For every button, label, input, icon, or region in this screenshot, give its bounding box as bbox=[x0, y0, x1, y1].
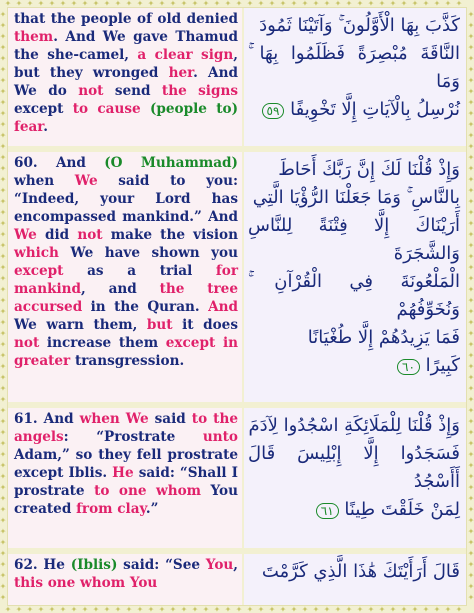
text: He bbox=[112, 465, 134, 481]
border-star-icon: ✦ bbox=[467, 263, 474, 272]
border-star-icon: ✦ bbox=[0, 417, 7, 426]
border-star-icon: ✦ bbox=[467, 175, 474, 184]
border-star-icon: ✦ bbox=[467, 571, 474, 580]
arabic-text: لِمَنْ خَلَقْتَ طِينًا bbox=[344, 499, 460, 520]
border-star-icon: ✦ bbox=[0, 384, 7, 393]
border-star-icon: ✦ bbox=[169, 0, 177, 8]
text: transgression. bbox=[70, 353, 185, 369]
border-star-icon: ✦ bbox=[26, 605, 34, 613]
border-star-icon: ✦ bbox=[467, 340, 474, 349]
border-star-icon: ✦ bbox=[467, 538, 474, 547]
border-star-icon: ✦ bbox=[455, 0, 463, 8]
text: it does bbox=[172, 317, 238, 333]
border-star-icon: ✦ bbox=[467, 32, 474, 41]
border-star-icon: ✦ bbox=[467, 230, 474, 239]
border-star-icon: ✦ bbox=[467, 219, 474, 228]
border-star-icon: ✦ bbox=[169, 605, 177, 613]
text: them bbox=[14, 29, 54, 45]
border-star-icon: ✦ bbox=[0, 10, 7, 19]
text: from clay bbox=[76, 501, 146, 517]
border-star-icon: ✦ bbox=[0, 505, 7, 514]
text: said bbox=[148, 411, 192, 427]
border-star-icon: ✦ bbox=[0, 461, 7, 470]
border-star-icon: ✦ bbox=[345, 605, 353, 613]
border-star-icon: ✦ bbox=[467, 428, 474, 437]
text: that the people of old denied bbox=[14, 11, 238, 27]
border-star-icon: ✦ bbox=[312, 0, 320, 8]
border-star-icon: ✦ bbox=[202, 0, 210, 8]
border-star-icon: ✦ bbox=[0, 571, 7, 580]
border-star-icon: ✦ bbox=[0, 175, 7, 184]
border-star-icon: ✦ bbox=[290, 605, 298, 613]
border-star-icon: ✦ bbox=[0, 318, 7, 327]
text: : “Prostrate bbox=[63, 429, 203, 445]
text: except bbox=[14, 101, 73, 117]
text: . And We gave Thamud the she-camel, bbox=[14, 29, 238, 63]
arabic-line: النَّاقَةَ مُبْصِرَةً فَظَلَمُوا بِهَا ۚ وَمَا bbox=[248, 43, 460, 92]
border-star-icon: ✦ bbox=[467, 318, 474, 327]
border-star-icon: ✦ bbox=[268, 605, 276, 613]
border-star-icon: ✦ bbox=[92, 605, 100, 613]
text: increase them bbox=[39, 335, 166, 351]
border-star-icon: ✦ bbox=[268, 0, 276, 8]
border-star-icon: ✦ bbox=[213, 0, 221, 8]
border-star-icon: ✦ bbox=[0, 263, 7, 272]
border-star-icon: ✦ bbox=[467, 21, 474, 30]
text: We bbox=[14, 227, 37, 243]
border-star-icon: ✦ bbox=[0, 538, 7, 547]
border-star-icon: ✦ bbox=[467, 307, 474, 316]
text: 60. And bbox=[14, 155, 105, 171]
text: fear bbox=[14, 119, 44, 135]
border-star-icon: ✦ bbox=[467, 54, 474, 63]
arabic-text: كَبِيرًا bbox=[425, 355, 460, 376]
english-translation-60 bbox=[8, 152, 242, 402]
border-star-icon: ✦ bbox=[0, 483, 7, 492]
border-star-icon: ✦ bbox=[467, 582, 474, 591]
border-star-icon: ✦ bbox=[467, 494, 474, 503]
border-star-icon: ✦ bbox=[455, 605, 463, 613]
text: for mankind bbox=[14, 263, 238, 297]
border-star-icon: ✦ bbox=[235, 0, 243, 8]
border-star-icon: ✦ bbox=[389, 605, 397, 613]
border-star-icon: ✦ bbox=[467, 296, 474, 305]
border-star-icon: ✦ bbox=[467, 43, 474, 52]
border-star-icon: ✦ bbox=[0, 450, 7, 459]
border-star-icon: ✦ bbox=[467, 10, 474, 19]
arabic-text: نُرْسِلُ بِالْآيَاتِ إِلَّا تَخْوِيفًا bbox=[290, 99, 460, 120]
text: her bbox=[168, 65, 194, 81]
border-star-icon: ✦ bbox=[224, 0, 232, 8]
border-star-icon: ✦ bbox=[125, 605, 133, 613]
border-star-icon: ✦ bbox=[467, 285, 474, 294]
border-star-icon: ✦ bbox=[0, 527, 7, 536]
arabic-line: وَإِذْ قُلْنَا لَكَ إِنَّ رَبَّكَ أَحَاطَ bbox=[278, 159, 460, 180]
text: to one whom bbox=[94, 483, 202, 499]
border-star-icon: ✦ bbox=[411, 0, 419, 8]
border-star-icon: ✦ bbox=[467, 120, 474, 129]
border-star-icon: ✦ bbox=[444, 605, 452, 613]
border-star-icon: ✦ bbox=[323, 605, 331, 613]
border-star-icon: ✦ bbox=[422, 605, 430, 613]
border-star-icon: ✦ bbox=[467, 164, 474, 173]
border-star-icon: ✦ bbox=[279, 605, 287, 613]
border-star-icon: ✦ bbox=[147, 0, 155, 8]
border-star-icon: ✦ bbox=[467, 560, 474, 569]
border-star-icon: ✦ bbox=[467, 483, 474, 492]
text: did bbox=[36, 227, 78, 243]
border-star-icon: ✦ bbox=[467, 527, 474, 536]
text: as a trial bbox=[63, 263, 216, 279]
border-star-icon: ✦ bbox=[246, 605, 254, 613]
border-star-icon: ✦ bbox=[467, 153, 474, 162]
border-star-icon: ✦ bbox=[444, 0, 452, 8]
border-star-icon: ✦ bbox=[0, 296, 7, 305]
border-star-icon: ✦ bbox=[0, 186, 7, 195]
border-star-icon: ✦ bbox=[180, 605, 188, 613]
border-star-icon: ✦ bbox=[257, 605, 265, 613]
border-star-icon: ✦ bbox=[367, 0, 375, 8]
border-star-icon: ✦ bbox=[48, 0, 56, 8]
border-star-icon: ✦ bbox=[290, 0, 298, 8]
border-star-icon: ✦ bbox=[0, 472, 7, 481]
border-star-icon: ✦ bbox=[467, 439, 474, 448]
border-star-icon: ✦ bbox=[103, 605, 111, 613]
border-star-icon: ✦ bbox=[467, 362, 474, 371]
border-star-icon: ✦ bbox=[356, 605, 364, 613]
border-star-icon: ✦ bbox=[15, 605, 23, 613]
border-star-icon: ✦ bbox=[0, 549, 7, 558]
text: We bbox=[125, 411, 149, 427]
border-star-icon: ✦ bbox=[158, 605, 166, 613]
border-star-icon: ✦ bbox=[378, 0, 386, 8]
text: when bbox=[14, 173, 75, 189]
border-star-icon: ✦ bbox=[235, 605, 243, 613]
border-star-icon: ✦ bbox=[0, 351, 7, 360]
border-star-icon: ✦ bbox=[0, 439, 7, 448]
verse-row-60 bbox=[8, 152, 466, 402]
text: unto bbox=[202, 429, 238, 445]
arabic-line: أَرَيْنَاكَ إِلَّا فِتْنَةً لِلنَّاسِ وَالشَّجَرَةَ bbox=[248, 215, 460, 264]
border-star-icon: ✦ bbox=[114, 605, 122, 613]
border-star-icon: ✦ bbox=[136, 605, 144, 613]
border-star-icon: ✦ bbox=[467, 516, 474, 525]
border-star-icon: ✦ bbox=[0, 98, 7, 107]
text: except bbox=[14, 263, 64, 279]
border-star-icon: ✦ bbox=[389, 0, 397, 8]
border-star-icon: ✦ bbox=[467, 76, 474, 85]
border-star-icon: ✦ bbox=[26, 0, 34, 8]
text: but bbox=[146, 317, 173, 333]
text: to the angels bbox=[14, 411, 238, 445]
border-star-icon: ✦ bbox=[158, 0, 166, 8]
border-star-icon: ✦ bbox=[467, 373, 474, 382]
text bbox=[141, 101, 150, 117]
arabic-line: كَذَّبَ بِهَا الْأَوَّلُونَ ۚ وَآتَيْنَا ثَمُودَ bbox=[259, 15, 460, 36]
border-star-icon: ✦ bbox=[81, 605, 89, 613]
verse-row-59 bbox=[8, 8, 466, 146]
border-star-icon: ✦ bbox=[467, 142, 474, 151]
arabic-verse-62 bbox=[242, 554, 466, 606]
border-star-icon: ✦ bbox=[4, 0, 12, 8]
arabic-verse-61 bbox=[242, 408, 466, 548]
border-star-icon: ✦ bbox=[0, 43, 7, 52]
border-star-icon: ✦ bbox=[0, 230, 7, 239]
border-star-icon: ✦ bbox=[0, 164, 7, 173]
border-star-icon: ✦ bbox=[0, 208, 7, 217]
arabic-line: الْمَلْعُونَةَ فِي الْقُرْآنِ ۚ وَنُخَوِّفُهُمْ bbox=[248, 271, 460, 320]
text: . bbox=[43, 119, 48, 135]
border-star-icon: ✦ bbox=[114, 0, 122, 8]
border-star-icon: ✦ bbox=[467, 505, 474, 514]
border-star-icon: ✦ bbox=[0, 406, 7, 415]
border-star-icon: ✦ bbox=[0, 21, 7, 30]
text: , but they wronged bbox=[14, 47, 238, 81]
border-star-icon: ✦ bbox=[467, 65, 474, 74]
border-star-icon: ✦ bbox=[0, 153, 7, 162]
border-star-icon: ✦ bbox=[467, 197, 474, 206]
border-star-icon: ✦ bbox=[467, 549, 474, 558]
text: the signs bbox=[161, 83, 238, 99]
border-star-icon: ✦ bbox=[0, 109, 7, 118]
border-star-icon: ✦ bbox=[0, 65, 7, 74]
text: (Iblis) bbox=[70, 557, 118, 573]
border-star-icon: ✦ bbox=[334, 605, 342, 613]
border-star-icon: ✦ bbox=[0, 329, 7, 338]
border-star-icon: ✦ bbox=[125, 0, 133, 8]
border-star-icon: ✦ bbox=[0, 197, 7, 206]
border-star-icon: ✦ bbox=[15, 0, 23, 8]
border-star-icon: ✦ bbox=[147, 605, 155, 613]
border-star-icon: ✦ bbox=[467, 208, 474, 217]
border-star-icon: ✦ bbox=[400, 0, 408, 8]
text: said: “See bbox=[117, 557, 206, 573]
border-star-icon: ✦ bbox=[467, 417, 474, 426]
border-star-icon: ✦ bbox=[345, 0, 353, 8]
border-star-icon: ✦ bbox=[467, 461, 474, 470]
border-star-icon: ✦ bbox=[467, 98, 474, 107]
border-star-icon: ✦ bbox=[467, 406, 474, 415]
border-star-icon: ✦ bbox=[103, 0, 111, 8]
text: , bbox=[233, 557, 239, 573]
border-star-icon: ✦ bbox=[467, 241, 474, 250]
border-star-icon: ✦ bbox=[367, 605, 375, 613]
text: , and bbox=[81, 281, 160, 297]
border-star-icon: ✦ bbox=[0, 373, 7, 382]
border-star-icon: ✦ bbox=[59, 0, 67, 8]
text: this one whom bbox=[14, 575, 126, 591]
border-star-icon: ✦ bbox=[378, 605, 386, 613]
border-star-icon: ✦ bbox=[433, 0, 441, 8]
text: Adam,” so they fell prostrate except Iblis. bbox=[14, 447, 238, 481]
border-star-icon: ✦ bbox=[301, 0, 309, 8]
text: We warn them, bbox=[14, 317, 147, 333]
verse-row-61 bbox=[8, 408, 466, 548]
border-star-icon: ✦ bbox=[202, 605, 210, 613]
text: which bbox=[14, 245, 59, 261]
border-star-icon: ✦ bbox=[0, 560, 7, 569]
text: You created bbox=[14, 483, 238, 517]
text: not bbox=[14, 335, 40, 351]
text: (people to) bbox=[149, 101, 239, 117]
arabic-line: فَمَا يَزِيدُهُمْ إِلَّا طُغْيَانًا bbox=[307, 327, 460, 348]
border-star-icon: ✦ bbox=[246, 0, 254, 8]
border-star-icon: ✦ bbox=[433, 605, 441, 613]
border-star-icon: ✦ bbox=[0, 87, 7, 96]
border-star-icon: ✦ bbox=[191, 0, 199, 8]
border-star-icon: ✦ bbox=[467, 186, 474, 195]
border-star-icon: ✦ bbox=[0, 362, 7, 371]
text: except in greater bbox=[14, 335, 238, 369]
arabic-verse-60 bbox=[242, 152, 466, 402]
border-star-icon: ✦ bbox=[467, 252, 474, 261]
verse-table bbox=[7, 7, 467, 606]
text: You bbox=[129, 575, 158, 591]
text: not bbox=[78, 83, 104, 99]
border-star-icon: ✦ bbox=[467, 395, 474, 404]
border-star-icon: ✦ bbox=[467, 109, 474, 118]
border-star-icon: ✦ bbox=[467, 87, 474, 96]
border-star-icon: ✦ bbox=[136, 0, 144, 8]
text: .” bbox=[145, 501, 159, 517]
border-star-icon: ✦ bbox=[0, 516, 7, 525]
ayah-number-marker: ٦١ bbox=[316, 503, 339, 519]
border-star-icon: ✦ bbox=[81, 0, 89, 8]
text: send bbox=[103, 83, 162, 99]
arabic-line bbox=[248, 496, 460, 524]
text: : “Indeed, your Lord has encompassed mankind.” And bbox=[14, 173, 238, 225]
english-translation-62 bbox=[8, 554, 242, 606]
border-star-icon: ✦ bbox=[0, 131, 7, 140]
arabic-verse-59 bbox=[242, 8, 466, 146]
border-star-icon: ✦ bbox=[0, 142, 7, 151]
border-star-icon: ✦ bbox=[467, 450, 474, 459]
border-star-icon: ✦ bbox=[213, 605, 221, 613]
text: said bbox=[97, 173, 171, 189]
border-star-icon: ✦ bbox=[0, 340, 7, 349]
border-star-icon: ✦ bbox=[0, 120, 7, 129]
ayah-number-marker: ٥٩ bbox=[262, 103, 285, 119]
border-star-icon: ✦ bbox=[48, 605, 56, 613]
text: And bbox=[208, 299, 238, 315]
text: We bbox=[74, 173, 98, 189]
border-star-icon: ✦ bbox=[37, 605, 45, 613]
border-star-icon: ✦ bbox=[0, 285, 7, 294]
arabic-line: فَسَجَدُوا إِلَّا إِبْلِيسَ قَالَ أَأَسْجُدُ bbox=[248, 443, 460, 492]
border-star-icon: ✦ bbox=[0, 76, 7, 85]
border-star-icon: ✦ bbox=[467, 274, 474, 283]
border-star-icon: ✦ bbox=[0, 219, 7, 228]
border-star-icon: ✦ bbox=[4, 605, 12, 613]
border-star-icon: ✦ bbox=[467, 131, 474, 140]
text: to cause bbox=[72, 101, 141, 117]
border-star-icon: ✦ bbox=[59, 605, 67, 613]
text: said: “Shall I prostrate bbox=[14, 465, 238, 499]
border-star-icon: ✦ bbox=[467, 472, 474, 481]
border-star-icon: ✦ bbox=[0, 54, 7, 63]
border-star-icon: ✦ bbox=[279, 0, 287, 8]
ayah-number-marker: ٦٠ bbox=[397, 359, 420, 375]
border-star-icon: ✦ bbox=[191, 605, 199, 613]
text: a clear sign bbox=[137, 47, 234, 63]
border-star-icon: ✦ bbox=[312, 605, 320, 613]
text: 61. And bbox=[14, 411, 80, 427]
border-star-icon: ✦ bbox=[0, 428, 7, 437]
border-star-icon: ✦ bbox=[411, 605, 419, 613]
arabic-line: بِالنَّاسِ ۚ وَمَا جَعَلْنَا الرُّؤْيَا الَّتِي bbox=[252, 187, 460, 208]
border-star-icon: ✦ bbox=[70, 605, 78, 613]
border-star-icon: ✦ bbox=[422, 0, 430, 8]
border-star-icon: ✦ bbox=[0, 274, 7, 283]
text: You bbox=[205, 557, 234, 573]
border-star-icon: ✦ bbox=[0, 582, 7, 591]
arabic-line: وَإِذْ قُلْنَا لِلْمَلَائِكَةِ اسْجُدُوا لِآدَمَ bbox=[248, 415, 460, 436]
border-star-icon: ✦ bbox=[0, 593, 7, 602]
border-star-icon: ✦ bbox=[92, 0, 100, 8]
text: 62. He bbox=[14, 557, 71, 573]
arabic-line bbox=[248, 96, 460, 124]
english-translation-59 bbox=[8, 8, 242, 146]
border-star-icon: ✦ bbox=[467, 329, 474, 338]
border-star-icon: ✦ bbox=[334, 0, 342, 8]
text: in the Quran. bbox=[82, 299, 209, 315]
border-star-icon: ✦ bbox=[0, 307, 7, 316]
border-star-icon: ✦ bbox=[301, 605, 309, 613]
text: when bbox=[79, 411, 120, 427]
text: . And We do bbox=[14, 65, 238, 99]
text: We have shown you bbox=[58, 245, 238, 261]
border-star-icon: ✦ bbox=[37, 0, 45, 8]
text: the tree accursed bbox=[14, 281, 238, 315]
border-star-icon: ✦ bbox=[467, 351, 474, 360]
border-star-icon: ✦ bbox=[400, 605, 408, 613]
arabic-line: قَالَ أَرَأَيْتَكَ هَٰذَا الَّذِي كَرَّمْتَ bbox=[261, 561, 460, 582]
border-star-icon: ✦ bbox=[224, 605, 232, 613]
border-star-icon: ✦ bbox=[70, 0, 78, 8]
border-star-icon: ✦ bbox=[0, 494, 7, 503]
border-star-icon: ✦ bbox=[180, 0, 188, 8]
english-translation-61 bbox=[8, 408, 242, 548]
border-star-icon: ✦ bbox=[467, 593, 474, 602]
text: to you bbox=[170, 173, 233, 189]
border-star-icon: ✦ bbox=[467, 384, 474, 393]
border-star-icon: ✦ bbox=[356, 0, 364, 8]
arabic-line bbox=[248, 352, 460, 380]
border-star-icon: ✦ bbox=[323, 0, 331, 8]
border-star-icon: ✦ bbox=[0, 241, 7, 250]
border-star-icon: ✦ bbox=[257, 0, 265, 8]
border-star-icon: ✦ bbox=[0, 395, 7, 404]
text: make the vision bbox=[102, 227, 238, 243]
text: (O Muhammad) bbox=[104, 155, 238, 171]
border-star-icon: ✦ bbox=[0, 32, 7, 41]
border-star-icon: ✦ bbox=[0, 252, 7, 261]
verse-row-62 bbox=[8, 554, 466, 606]
text: not bbox=[77, 227, 103, 243]
